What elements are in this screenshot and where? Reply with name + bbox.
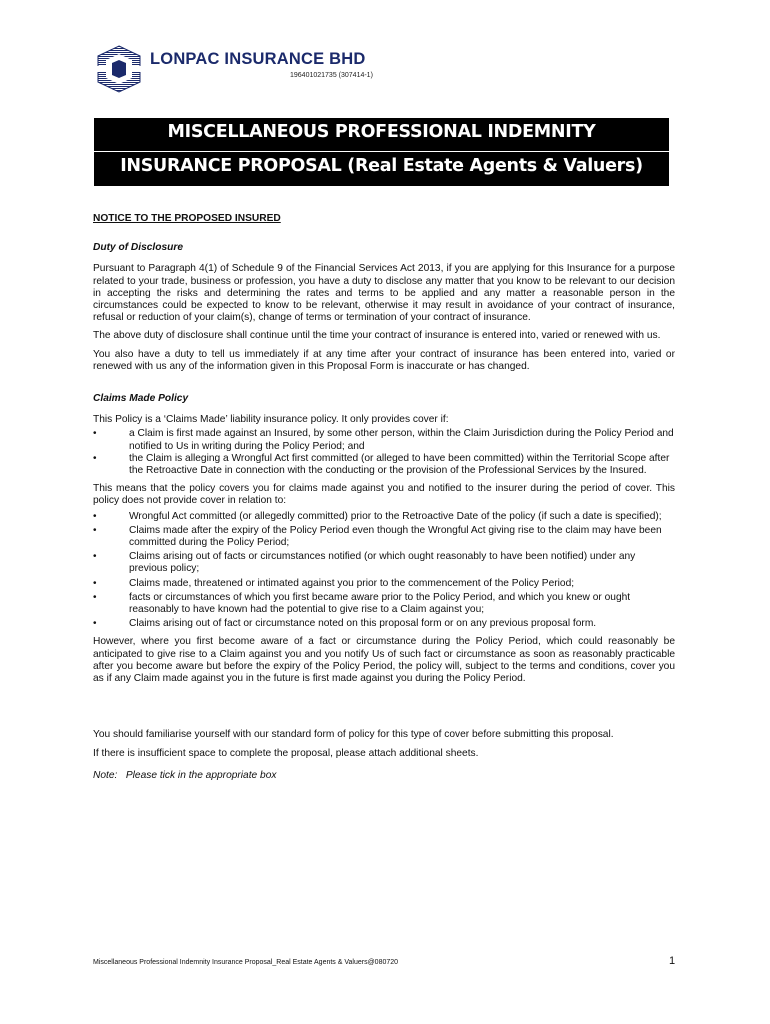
list-item: • facts or circumstances of which you first became aware prior to the Policy Period, and which you knew or ought reasonably to have known had the potential to give rise to a Claim against you; (93, 592, 675, 616)
footer-text: Miscellaneous Professional Indemnity Insurance Proposal_Real Estate Agents & Valuers@080720 (93, 959, 399, 966)
document-body (93, 213, 675, 788)
title-divider (94, 151, 669, 152)
claims-however: However, where you first become aware of a fact or circumstance during the Policy Period, which could reasonably be anticipated to give rise to a Claim against you and you notify Us of such fact or circumstance as soon as reasonably practicable after you become aware but before the expiry of the Policy Period, the policy will, subject to the terms and conditions, cover you as if any Claim made against you in the future is first made against you during the Policy Period. (93, 636, 675, 685)
list-item: • Claims made, threatened or intimated against you prior to the commencement of the Policy Period; (93, 578, 675, 590)
company-name: LONPAC INSURANCE BHD (150, 50, 366, 68)
list-item: • a Claim is first made against an Insured, by some other person, within the Claim Jurisdiction during the Policy Period and notified to Us in writing during the Policy Period; and (93, 428, 675, 452)
claims-means: This means that the policy covers you for claims made against you and notified to the insurer during the period of cover. This policy does not provide cover in relation to: (93, 483, 675, 507)
list-item: • Claims arising out of fact or circumstance noted on this proposal form or on any previous proposal form. (93, 618, 675, 630)
cover-list (93, 428, 675, 477)
list-item: • Claims arising out of facts or circumstances notified (or which ought reasonably to have been notified) under any previous policy; (93, 551, 675, 575)
insufficient-space-paragraph: If there is insufficient space to complete the proposal, please attach additional sheets. (93, 747, 479, 759)
list-item: • Claims made after the expiry of the Policy Period even though the Wrongful Act giving rise to the claim may have been committed during the Policy Period; (93, 525, 675, 549)
document-title-box (94, 118, 669, 186)
duty-heading: Duty of Disclosure (93, 242, 184, 254)
claims-intro: This Policy is a ‘Claims Made’ liability insurance policy. It only provides cover if: (93, 414, 449, 426)
familiarise-paragraph: You should familiarise yourself with our standard form of policy for this type of cover before submitting this proposal. (93, 729, 614, 741)
duty-paragraph-2: The above duty of disclosure shall continue until the time your contract of insurance is entered into, varied or renewed with us. (93, 330, 661, 342)
exclusions-list (93, 511, 675, 631)
list-item: • the Claim is alleging a Wrongful Act first committed (or alleged to have been committed) within the Territorial Scope after the Retroactive Date in connection with the conducting or the provision of the Professional Services by the Insured. (93, 453, 675, 477)
duty-paragraph-1: Pursuant to Paragraph 4(1) of Schedule 9 of the Financial Services Act 2013, if you are applying for this Insurance for a purpose related to your trade, business or profession, you have a duty to disclose any matter that you know to be relevant to our decision in accepting the risks and determining the rates and terms to be applied and any matter a reasonable person in the circumstances could be expected to know to be relevant, otherwise it may result in avoidance of your contract of insurance, refusal or reduction of your claim(s), change of terms or termination of your contract of insurance. (93, 263, 675, 324)
company-registration: 196401021735 (307414-1) (290, 72, 373, 79)
claims-heading: Claims Made Policy (93, 393, 189, 405)
page-number: 1 (669, 955, 676, 967)
title-line-1: MISCELLANEOUS PROFESSIONAL INDEMNITY (167, 122, 596, 142)
title-line-2: INSURANCE PROPOSAL (Real Estate Agents & Valuers) (120, 156, 643, 176)
company-logo (94, 44, 394, 94)
duty-paragraph-3: You also have a duty to tell us immediately if at any time after your contract of insurance has been entered into, varied or renewed with us any of the information given in this Proposal Form is inaccurate or has changed. (93, 348, 675, 372)
tick-note: Note: Please tick in the appropriate box (93, 769, 277, 781)
lonpac-logo-icon (94, 44, 144, 94)
list-item: • Wrongful Act committed (or allegedly committed) prior to the Retroactive Date of the policy (if such a date is specified); (93, 511, 675, 523)
notice-heading: NOTICE TO THE PROPOSED INSURED (93, 213, 281, 224)
